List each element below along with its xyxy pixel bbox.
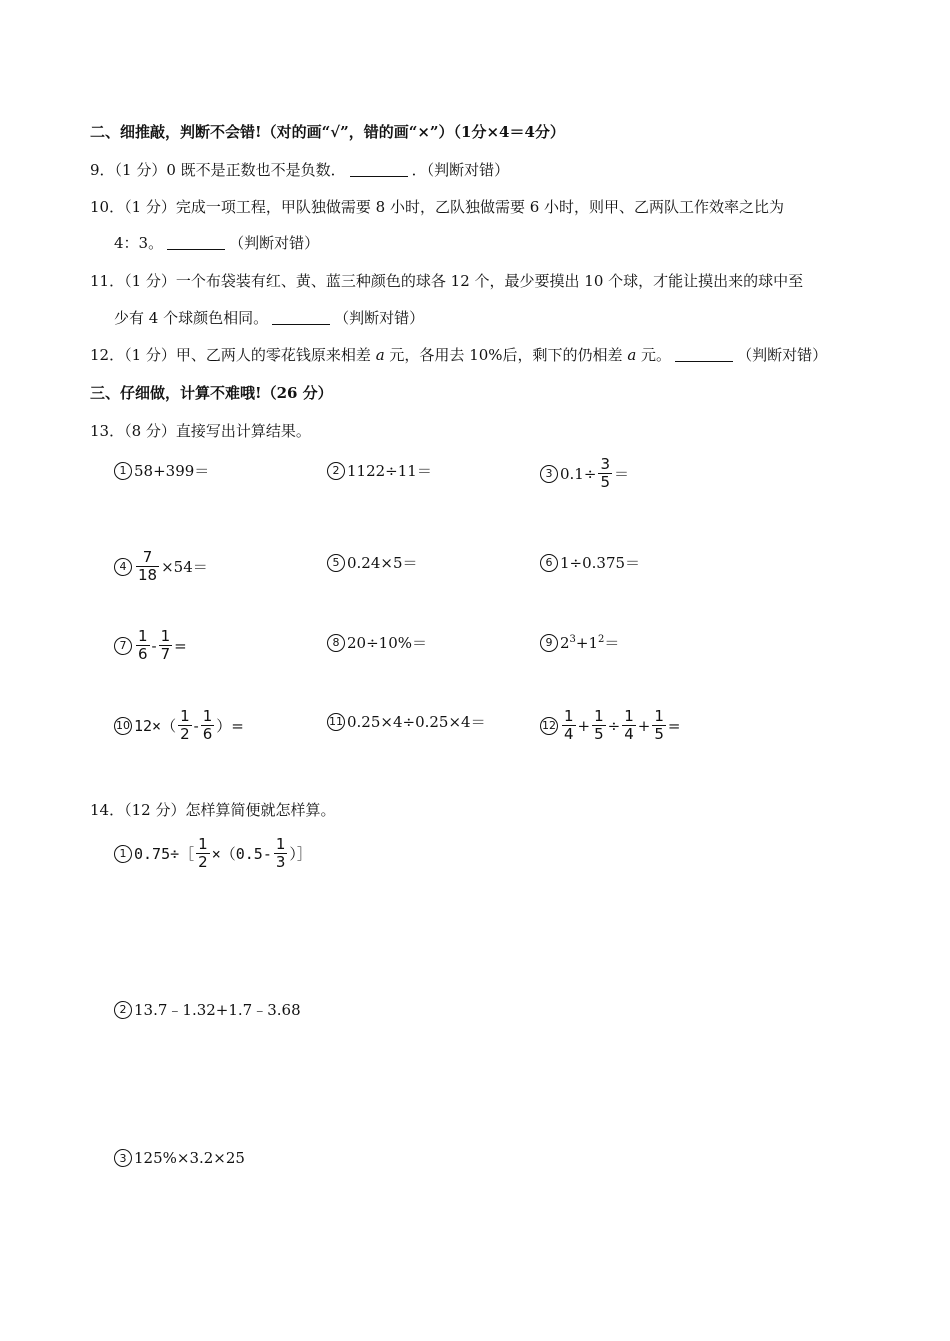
calc-item-9: [540, 632, 619, 653]
denominator: 2: [198, 853, 208, 871]
calc-suffix: ＝: [604, 634, 620, 652]
calc-item-10: [114, 708, 244, 743]
number-circle: 10: [114, 717, 132, 735]
number-circle: 1: [114, 845, 132, 863]
question-10-line1: 10．（1 分）完成一项工程，甲队独做需要 8 小时，乙队独做需要 6 小时，则甲、乙两队工作效率之比为: [90, 198, 785, 216]
fraction: [196, 836, 210, 871]
question-12: [90, 345, 827, 365]
numerator: 1: [160, 627, 171, 645]
number-circle: 5: [327, 554, 345, 572]
calc-prefix: 12×（: [134, 717, 177, 735]
fraction: [136, 628, 150, 663]
calc-suffix: ×54＝: [161, 558, 208, 576]
q11-answer-blank[interactable]: [272, 310, 330, 325]
calc-expression: 0.24×5＝: [347, 554, 418, 572]
q12-variable-a: a: [375, 346, 385, 364]
calc-prefix: 0.75÷［: [134, 845, 195, 863]
operator: +: [637, 716, 651, 735]
operator: +: [577, 716, 591, 735]
question-9: [90, 160, 509, 180]
operator: -: [193, 716, 199, 735]
numerator: 1: [202, 707, 213, 725]
calc-item-12: [540, 708, 681, 743]
numerator: 1: [624, 707, 634, 725]
calc-expression: 58+399＝: [134, 462, 210, 480]
calc-expression: 0.25×4÷0.25×4＝: [347, 713, 486, 731]
fraction: [201, 708, 215, 743]
operator: ÷: [607, 716, 621, 735]
section-heading-3: 三、仔细做，计算不难哦!（26 分）: [90, 384, 333, 402]
calc-suffix: =: [667, 716, 681, 735]
q11-text-end: 少有 4 个球颜色相同。: [114, 309, 269, 327]
calc-item-5: [327, 552, 418, 573]
calc-suffix: ＝: [613, 465, 629, 483]
calc-item-6: [540, 552, 640, 573]
fraction: [178, 708, 192, 743]
numerator: 1: [275, 835, 286, 853]
number-circle: 6: [540, 554, 558, 572]
numerator: 1: [654, 707, 664, 725]
simplify-item-1: [114, 836, 312, 871]
numerator: 1: [198, 835, 208, 853]
number-circle: 4: [114, 558, 132, 576]
denominator: 5: [600, 473, 610, 491]
denominator: 7: [160, 645, 171, 663]
fraction: [136, 549, 159, 584]
calc-item-3: [540, 456, 629, 491]
denominator: 5: [594, 725, 604, 743]
number-circle: 8: [327, 634, 345, 652]
q12-part3: 元。: [641, 346, 672, 364]
numerator: 1: [138, 627, 148, 645]
calc-item-2: [327, 460, 432, 481]
base: 2: [560, 634, 570, 652]
calc-expression: 1122÷11＝: [347, 462, 432, 480]
number-circle: 3: [540, 465, 558, 483]
numerator: 7: [142, 548, 153, 566]
fraction: [562, 708, 576, 743]
number-circle: 3: [114, 1149, 132, 1167]
calc-expression: 13.7﹣1.32+1.7﹣3.68: [134, 1001, 301, 1019]
calc-expression: 1÷0.375＝: [560, 554, 641, 572]
calc-suffix: ）］: [289, 845, 312, 863]
denominator: 5: [654, 725, 664, 743]
calc-prefix: 0.1÷: [560, 464, 597, 483]
q12-answer-blank[interactable]: [675, 347, 733, 362]
q12-variable-a2: a: [627, 346, 637, 364]
denominator: 4: [624, 725, 634, 743]
numerator: 1: [180, 707, 190, 725]
numerator: 1: [564, 707, 574, 725]
simplify-item-2: [114, 999, 301, 1020]
power-expression: [560, 632, 619, 653]
denominator: 4: [564, 725, 574, 743]
question-11-line2: [114, 308, 424, 328]
calc-suffix: =: [174, 636, 187, 655]
operator: -: [151, 636, 157, 655]
numerator: 1: [594, 707, 604, 725]
question-10-line2: [114, 233, 319, 253]
operator: +: [575, 634, 589, 652]
fraction: [652, 708, 666, 743]
numerator: 3: [600, 455, 610, 473]
calc-item-7: [114, 628, 187, 663]
denominator: 18: [138, 566, 158, 584]
fraction: [622, 708, 636, 743]
number-circle: 9: [540, 634, 558, 652]
denominator: 6: [202, 725, 213, 743]
simplify-item-3: [114, 1149, 245, 1167]
calc-expression: 20÷10%＝: [347, 634, 427, 652]
section-heading-2: 二、细推敲，判断不会错!（对的画“√”，错的画“×”）（1分×4＝4分）: [90, 123, 565, 141]
number-circle: 7: [114, 637, 132, 655]
fraction: [598, 456, 612, 491]
denominator: 6: [138, 645, 148, 663]
exponent: 2: [598, 634, 605, 645]
fraction: [274, 836, 288, 871]
fraction: [592, 708, 606, 743]
q9-text: 9．（1 分）0 既不是正数也不是负数．: [90, 161, 346, 179]
fraction: [159, 628, 173, 663]
q10-answer-blank[interactable]: [167, 235, 225, 250]
denominator: 3: [275, 853, 286, 871]
q10-suffix: （判断对错）: [229, 234, 320, 252]
q12-suffix: （判断对错）: [737, 346, 828, 364]
q12-part1: 12．（1 分）甲、乙两人的零花钱原来相差: [90, 346, 371, 364]
number-circle: 2: [327, 462, 345, 480]
exponent: 3: [569, 634, 576, 645]
base: 1: [588, 634, 599, 652]
calc-item-8: [327, 632, 427, 653]
question-11-line1: 11．（1 分）一个布袋装有红、黄、蓝三种颜色的球各 12 个，最少要摸出 10 个球，才能让摸出来的球中至: [90, 272, 804, 290]
calc-middle: ×（0.5-: [211, 845, 272, 863]
number-circle: 1: [114, 462, 132, 480]
number-circle: 2: [114, 1001, 132, 1019]
calc-item-11: [327, 711, 486, 732]
number-circle: 12: [540, 717, 558, 735]
calc-expression: 125%×3.2×25: [134, 1149, 245, 1167]
number-circle: 11: [327, 713, 345, 731]
q9-answer-blank[interactable]: [350, 162, 408, 177]
q11-suffix: （判断对错）: [334, 309, 425, 327]
calc-item-4: [114, 549, 208, 584]
q9-suffix: ．（判断对错）: [411, 161, 510, 179]
calc-suffix: ）=: [216, 717, 244, 735]
calc-item-1: [114, 460, 209, 481]
question-13-title: 13．（8 分）直接写出计算结果。: [90, 422, 311, 440]
q10-text-end: 4：3。: [114, 234, 164, 252]
question-14-title: 14．（12 分）怎样算简便就怎样算。: [90, 801, 336, 819]
q12-part2: 元，各用去 10%后，剩下的仍相差: [389, 346, 623, 364]
denominator: 2: [180, 725, 190, 743]
